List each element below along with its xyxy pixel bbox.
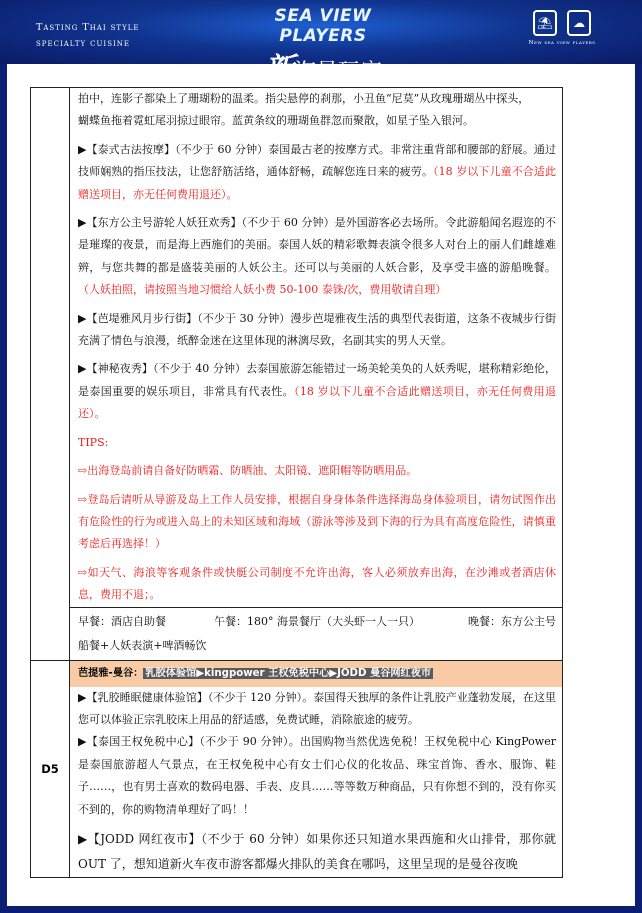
slogan-line-1: Tasting Thai style [36, 22, 140, 33]
day-row-d5 [31, 660, 563, 877]
lunch: 午餐：180° 海景餐厅（大头虾一人一只） [214, 614, 420, 628]
item-show: ▶【东方公主号游轮人妖狂欢秀】（不少于 60 分钟）是外国游客必去场所。令此游船闻名遐迩的不是璀璨的夜景，而是海上西施们的美丽。泰国人妖的精彩歌舞表演令很多人对台上的丽人们雌雄难辨，与您共舞的都是盛装美丽的人妖公主。还可以与美丽的人妖合影，及享受丰盛的游船晚餐。（人妖拍照，请按照当地习惯给人妖小费 50-100 泰铢/次，费用敬请自理） [78, 216, 556, 297]
breakfast: 早餐：酒店自助餐 [78, 614, 166, 628]
dinner-detail: 船餐+人妖表演+啤酒畅饮 [78, 638, 207, 652]
day-cell-d5: D5 [31, 660, 70, 877]
page-header [0, 0, 642, 64]
day-cell-d4 [31, 88, 70, 661]
massage-note: （18 岁以下儿童不合适此赠送项目，亦无任何费用退还）。 [78, 165, 556, 201]
item-latex: ▶【乳胶睡眠健康体验馆】（不少于 120 分钟）。泰国得天独厚的条件让乳胶产业蓬勃发展，在这里您可以体验正宗乳胶床上用品的舒适感，免费试睡，消除旅途的疲劳。 [78, 690, 556, 726]
brand-name-en: SEA VIEW PLAYERS [274, 6, 372, 46]
text-line: 拍中，连影子都染上了珊瑚粉的温柔。指尖悬停的刹那，小丑鱼“尼莫”从玫瑰珊瑚丛中探头， [78, 92, 530, 105]
route-prefix: 芭提雅-曼谷： [78, 667, 144, 679]
itinerary-table [30, 87, 563, 878]
meals-cell-d4 [70, 607, 563, 660]
item-kingpower: ▶【泰国王权免税中心】（不少于 90 分钟）。出国购物当然优选免税！王权免税中心 KingPower 是泰国旅游超人气景点，在王权免税中心有女士们心仪的化妆品、珠宝首饰、香水、服饰、鞋子……，也有男士喜欢的数码电器、手表、皮具……等等数万种商品，只有你想不到的，没有你买不到的，你的购物清单理好了吗！！ [78, 735, 556, 816]
document-page [7, 64, 635, 906]
itinerary-cell-d5 [70, 660, 563, 877]
slogan-line-2: specialty cuisine [36, 38, 130, 49]
item-night-show: ▶【神秘夜秀】（不少于 40 分钟）去泰国旅游怎能错过一场美轮美奂的人妖秀呢，堪称精彩绝伦，是泰国重要的娱乐项目，非常具有代表性。（18 岁以下儿童不合适此赠送项目，亦无任何费用退还）。 [78, 362, 556, 421]
meal-row [78, 610, 556, 634]
dinner: 晚餐：东方公主号 [468, 614, 556, 628]
item-jodd: ▶【JODD 网红夜市】（不少于 60 分钟）如果你还只知道水果西施和火山排骨，那你就 OUT 了，想知道新火车夜市游客都爆火排队的美食在哪吗，这里呈现的是曼谷夜晚 [78, 831, 556, 871]
logo-caption: New sea view players [528, 40, 596, 46]
tips-title: TIPS: [78, 435, 109, 449]
show-note: （人妖拍照，请按照当地习惯给人妖小费 50-100 泰铢/次，费用敬请自理） [78, 283, 447, 297]
tip-item: ⇨出海登岛前请自备好防晒霜、防晒油、太阳镜、遮阳帽等防晒用品。 [78, 464, 418, 478]
route-bar [70, 661, 562, 687]
item-street: ▶【芭堤雅风月步行街】（不少于 30 分钟）漫步芭堤雅夜生活的典型代表街道，这条不夜城步行街充满了情色与浪漫，纸醉金迷在这里体现的淋漓尽致，名副其实的男人天堂。 [78, 311, 556, 348]
route-stops: 乳胶体验馆▶kingpower 王权免税中心▶JODD 曼谷网红夜市 [145, 667, 432, 679]
text-line: 蝴蝶鱼拖着霓虹尾羽掠过眼帘。蓝黄条纹的珊瑚鱼群忽而聚散，如星子坠入银河。 [78, 114, 474, 128]
chair-icon: ⛱ [533, 10, 557, 36]
itinerary-cell-d4 [70, 88, 563, 608]
header-slogan [36, 20, 139, 52]
wave-icon: ☁ [567, 10, 591, 36]
company-logo [512, 10, 612, 46]
tip-item: ⇨登岛后请听从导游及岛上工作人员安排，根据自身身体条件选择海岛身体验项目，请勿试图作出有危险性的行为或进入岛上的未知区域和海域（游泳等涉及到下海的行为具有高度危险性，请慎重考虑后再选择！） [78, 492, 556, 551]
logo-icons [533, 10, 591, 36]
item-massage: ▶【泰式古法按摩】（不少于 60 分钟）泰国最古老的按摩方式。非常注重背部和腰部的舒展。通过技师娴熟的指压技法，让您舒筋活络，通体舒畅，疏解您连日来的疲劳。（18 岁以下儿童不合适此赠送项目，亦无任何费用退还）。 [78, 142, 556, 201]
tip-item: ⇨如天气、海浪等客观条件或快艇公司制度不允许出海，客人必须放弃出海，在沙滩或者酒店休息，费用不退；。 [78, 565, 556, 602]
day-row-d4-meals [31, 607, 563, 660]
night-note: （18 岁以下儿童不合适此赠送项目，亦无任何费用退还）。 [78, 384, 556, 421]
day-row-d4-content [31, 88, 563, 608]
